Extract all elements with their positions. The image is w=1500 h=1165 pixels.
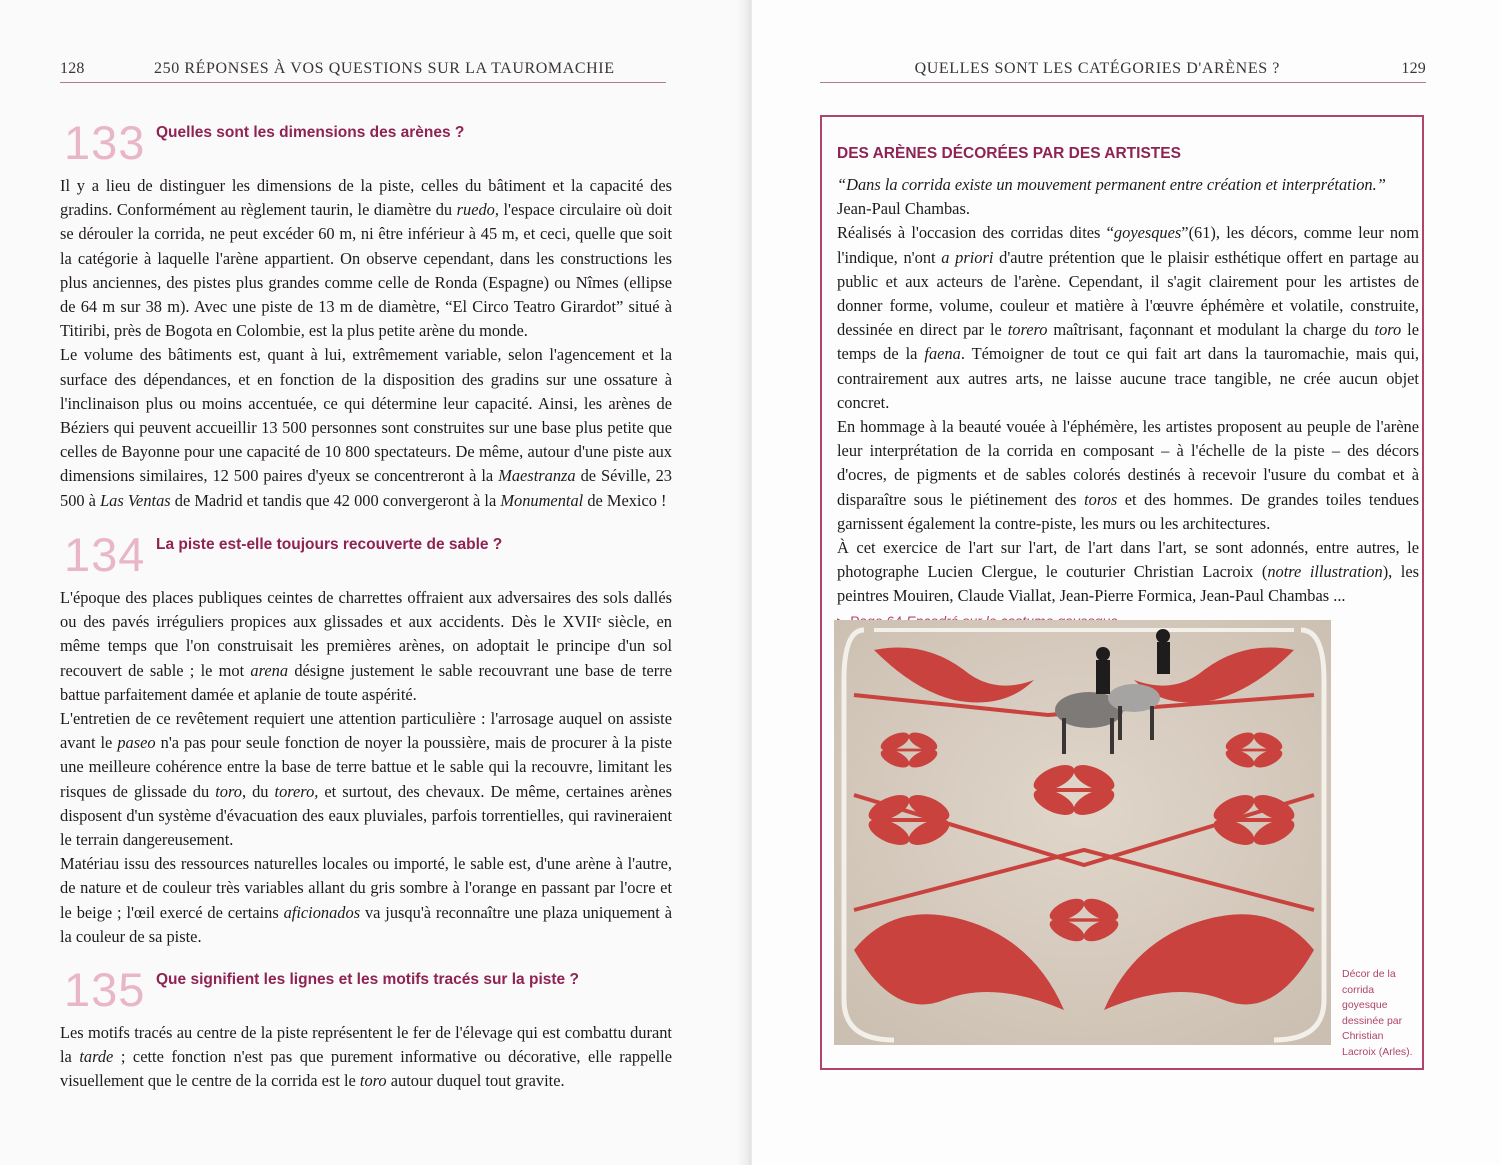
text-run: va jusqu'à reconnaître une plaza uniquement à la couleur de sa piste. bbox=[60, 902, 672, 946]
question-title: Que signifient les lignes et les motifs tracés sur la piste ? bbox=[156, 971, 579, 988]
paragraph bbox=[60, 586, 672, 707]
left-page bbox=[0, 0, 748, 1165]
italic-term: goyesques bbox=[1113, 223, 1182, 243]
text-run: L'entretien de ce revêtement requiert une attention particulière : l'arrosage auquel on assiste avant le bbox=[60, 709, 672, 753]
text-run: ; cette fonction n'est pas que purement informative ou décorative, elle rappelle visuellement que le centre de la corrida est le bbox=[60, 1047, 672, 1091]
text-run: de Madrid et tandis que 42 000 convergeront à la bbox=[170, 490, 501, 510]
text-run: À cet exercice de l'art sur l'art, de l'art dans l'art, se sont adonnés, entre autres, le photographe Lucien Clergue, le couturier Christian Lacroix ( bbox=[837, 538, 1419, 582]
text-run: ”(61), les décors, comme leur nom l'indique, n'ont bbox=[837, 223, 1420, 267]
text-run: , du bbox=[241, 781, 275, 801]
aside-quote-author: Jean-Paul Chambas. bbox=[837, 199, 970, 219]
running-head-left bbox=[60, 60, 666, 83]
running-title-left: 250 RÉPONSES À VOS QUESTIONS SUR LA TAUROMACHIE bbox=[154, 60, 615, 77]
aside-heading: DES ARÈNES DÉCORÉES PAR DES ARTISTES bbox=[837, 145, 1181, 162]
question-number: 135 bbox=[64, 963, 146, 1016]
text-run: désigne justement le sable recouvrant une base de terre battue parfaitement damée et aplanie de toute aspérité. bbox=[60, 660, 672, 704]
arena-illustration bbox=[834, 620, 1331, 1045]
italic-term: toros bbox=[1084, 489, 1118, 509]
paragraph bbox=[60, 852, 672, 949]
question-number: 133 bbox=[64, 116, 146, 169]
paragraph bbox=[60, 707, 672, 852]
italic-term: Maestranza bbox=[498, 466, 576, 486]
italic-term: paseo bbox=[117, 733, 156, 753]
text-run: Le volume des bâtiments est, quant à lui, extrêmement variable, selon l'agencement et la surface des dépendances, et en fonction de la disposition des gradins sur une ossature à l'inclinaison plus ou moins accentuée, ce qui détermine leur capacité. Ainsi, les arènes de Béziers qui peuvent accueillir 13 500 personnes sont construites sur une base plus petite que celles de Bayonne pour une capacité de 10 800 spectateurs. De même, autour d'une piste aux dimensions similaires, 12 500 paires d'yeux se concentreront à la bbox=[60, 345, 672, 486]
text-run: n'a pas pour seule fonction de noyer la poussière, mais de procurer à la piste une meilleure cohérence entre la base de terre battue et le sable qui la recouvre, limitant les risques de glissade du bbox=[60, 733, 672, 801]
text-run: En hommage à la beauté vouée à l'éphémère, les artistes proposent au peuple de l'arène leur interprétation de la corrida en composant – à l'échelle de la piste – des décors d'ocres, de pigments et de sables colorés destinés à recevoir l'usure du combat et à disparaître sous le piétinement des bbox=[837, 417, 1419, 509]
italic-term: ruedo bbox=[456, 200, 495, 220]
text-run: autour duquel tout gravite. bbox=[386, 1071, 565, 1091]
paragraph bbox=[60, 174, 672, 343]
italic-term: faena bbox=[924, 344, 961, 364]
paragraph bbox=[60, 1021, 672, 1094]
question-133 bbox=[60, 118, 672, 513]
aside-paragraph bbox=[837, 536, 1419, 609]
italic-term: torero, bbox=[274, 781, 319, 801]
page-number-right: 129 bbox=[1401, 60, 1426, 77]
question-134 bbox=[60, 530, 672, 949]
aside-text bbox=[837, 173, 1419, 634]
text-run: maîtrisant, façonnant et modulant la charge du bbox=[1047, 320, 1375, 340]
aside-paragraph bbox=[837, 415, 1419, 536]
italic-term: toro bbox=[1374, 320, 1402, 340]
question-title: La piste est-elle toujours recouverte de sable ? bbox=[156, 536, 503, 553]
italic-term: Monumental bbox=[500, 490, 584, 510]
arena-decor-photo bbox=[834, 620, 1331, 1045]
italic-term: toro bbox=[359, 1071, 387, 1091]
question-header bbox=[60, 965, 672, 1021]
text-run: le temps de la bbox=[837, 320, 1419, 364]
artists-aside-box bbox=[820, 115, 1424, 1070]
italic-term: arena bbox=[250, 660, 289, 680]
question-135 bbox=[60, 965, 672, 1094]
paragraph bbox=[60, 343, 672, 512]
text-run: de Mexico ! bbox=[583, 490, 667, 510]
italic-term: aficionados bbox=[283, 902, 361, 922]
page-number-left: 128 bbox=[60, 60, 85, 77]
running-title-right: QUELLES SONT LES CATÉGORIES D'ARÈNES ? bbox=[914, 60, 1280, 77]
question-number: 134 bbox=[64, 528, 146, 581]
aside-quote: “Dans la corrida existe un mouvement permanent entre création et interprétation.” bbox=[837, 175, 1386, 194]
italic-term: toro bbox=[215, 781, 242, 801]
question-title: Quelles sont les dimensions des arènes ? bbox=[156, 124, 465, 141]
text-run: et des hommes. De grandes toiles tendues garnissent également la contre-piste, les murs ou les architectures. bbox=[837, 489, 1419, 533]
text-run: . Témoigner de tout ce qui fait art dans la tauromachie, mais qui, contrairement aux autres arts, ne laisse aucune trace tangible, ne crée aucun objet concret. bbox=[837, 344, 1419, 412]
text-run: Réalisés à l'occasion des corridas dites “ bbox=[837, 223, 1114, 243]
text-run: Il y a lieu de distinguer les dimensions de la piste, celles du bâtiment et la capacité des gradins. Conformément au règlement taurin, le diamètre du bbox=[60, 176, 672, 220]
text-run: ), les peintres Mouiren, Claude Viallat, Jean-Pierre Formica, Jean-Paul Chambas ... bbox=[837, 562, 1419, 606]
aside-paragraph bbox=[837, 221, 1419, 415]
italic-term: torero bbox=[1007, 320, 1048, 340]
running-head-right bbox=[820, 60, 1426, 83]
text-run: L'époque des places publiques ceintes de charrettes offraient aux adversaires des sols dallés ou des pavés irréguliers propices aux glissades et aux accidents. Dès le XVIIᵉ siècle, en même temps que l'on construisait les premières arènes, on adoptait le principe d'un sol recouvert de sable ; le mot bbox=[60, 588, 672, 680]
text-run: Les motifs tracés au centre de la piste représentent le fer de l'élevage qui est combattu durant la bbox=[60, 1023, 672, 1067]
text-run: d'autre prétention que le plaisir esthétique offert en partage au public et aux acteurs de l'arène. Cependant, il s'agit clairement pour les artistes de donner forme, volume, couleur et matière à l'œuvre éphémère et volatile, construite, dessinée en direct par le bbox=[837, 247, 1419, 340]
question-header bbox=[60, 118, 672, 174]
photo-caption: Décor de la corrida goyesque dessinée par Christian Lacroix (Arles). bbox=[1342, 968, 1413, 1058]
italic-term: notre illustration bbox=[1267, 562, 1383, 582]
question-header bbox=[60, 530, 672, 586]
text-run: Matériau issu des ressources naturelles locales ou importé, le sable est, d'une arène à l'autre, de nature et de couleur très variables allant du gris sombre à l'orange en passant par l'ocre et le beige ; l'œil exercé de certains bbox=[60, 854, 672, 922]
text-run: de Séville, 23 500 à bbox=[60, 466, 672, 510]
italic-term: tarde bbox=[79, 1047, 114, 1067]
italic-term: a priori bbox=[941, 247, 994, 267]
right-page bbox=[752, 0, 1500, 1165]
italic-term: Las Ventas bbox=[100, 490, 171, 510]
text-run: et surtout, des chevaux. De même, certaines arènes disposent d'un système d'évacuation des eaux pluviales, parfois torrentielles, qui ravineraient le terrain dangereusement. bbox=[60, 781, 672, 850]
text-run: , l'espace circulaire où doit se dérouler la corrida, ne peut excéder 60 m, ni être inférieur à 45 m, et ceci, quelle que soit la catégorie à laquelle l'arène appartient. On observe cependant, dans les constructions les plus anciennes, des pistes plus grandes comme celle de Ronda (Espagne) ou Nîmes (ellipse de 64 m sur 38 m). Avec une piste de 13 m de diamètre, “El Circo Teatro Girardot” situé à Titiribi, près de Bogota en Colombie, est la plus petite arène du monde. bbox=[60, 200, 672, 341]
